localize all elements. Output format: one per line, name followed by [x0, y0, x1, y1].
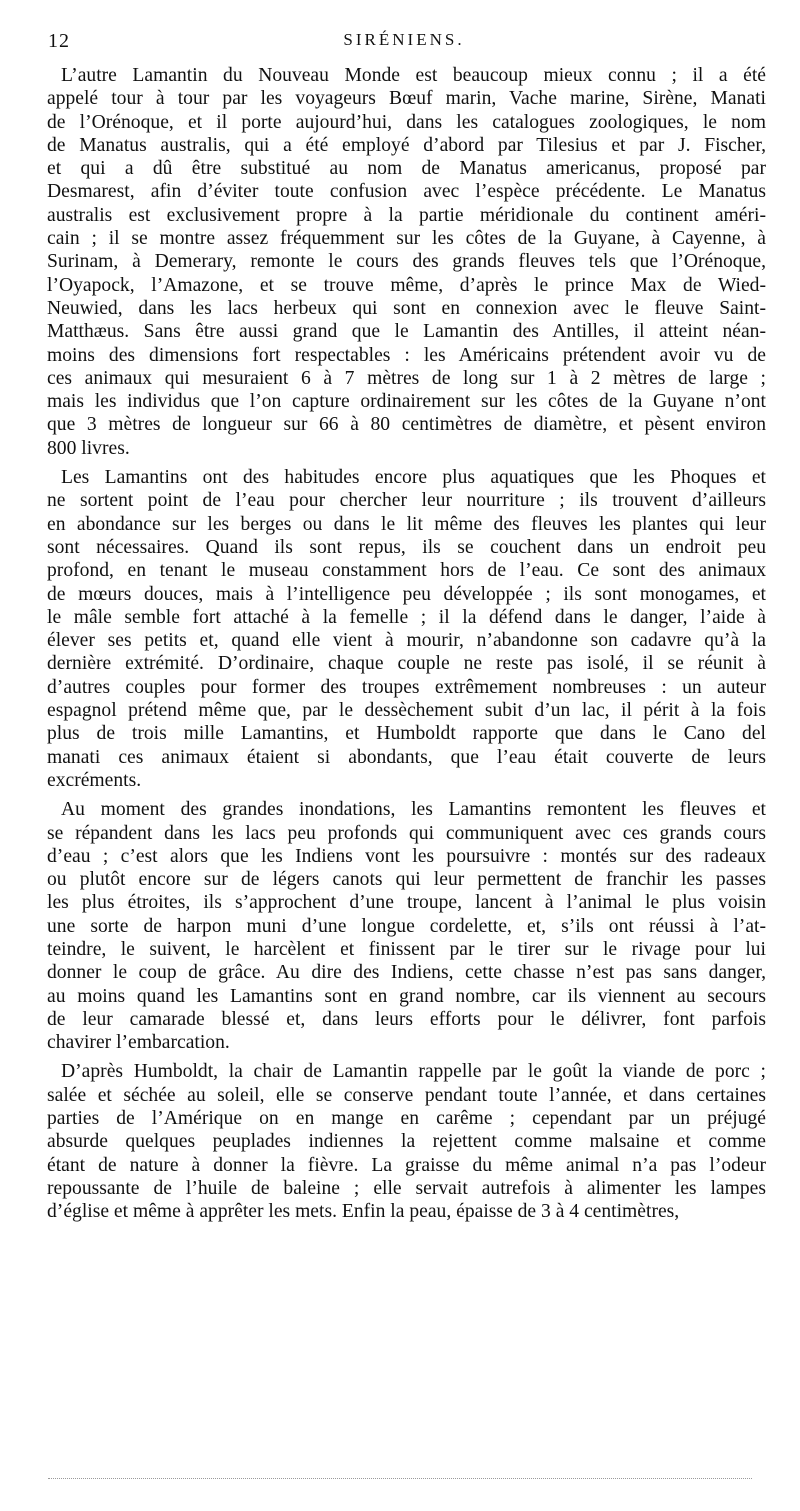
- text-line: se répandent dans les lacs peu profonds qui communiquent avec ces grands cours: [47, 822, 766, 844]
- text-line: absurde quelques peuplades indiennes la rejettent comme malsaine et comme: [47, 1131, 766, 1153]
- footer-rule: [48, 1478, 752, 1479]
- text-line: teindre, le suivent, le harcèlent et finissent par le tirer sur le rivage pour lui: [47, 938, 766, 960]
- text-line: que 3 mètres de longueur sur 66 à 80 centimètres de diamètre, et pèsent environ: [47, 414, 766, 436]
- text-line: Desmarest, afin d’éviter toute confusion avec l’espèce précédente. Le Manatus: [47, 181, 766, 203]
- paragraph: [47, 798, 766, 1054]
- page-number: 12: [48, 30, 70, 52]
- text-line: élever ses petits et, quand elle vient à mourir, n’abandonne son cadavre qu’à la: [47, 630, 766, 652]
- text-line: une sorte de harpon muni d’une longue cordelette, et, s’ils ont réussi à l’at-: [47, 915, 766, 937]
- text-line: de l’Orénoque, et il porte aujourd’hui, dans les catalogues zoologiques, le nom: [47, 111, 766, 133]
- text-line: étant de nature à donner la fièvre. La graisse du même animal n’a pas l’odeur: [47, 1154, 766, 1176]
- text-line: profond, en tenant le museau constamment hors de l’eau. Ce sont des animaux: [47, 560, 766, 582]
- text-line: plus de trois mille Lamantins, et Humboldt rapporte que dans le Cano del: [47, 723, 766, 745]
- text-line: de leur camarade blessé et, dans leurs efforts pour le délivrer, font parfois: [47, 1008, 766, 1030]
- running-head: SIRÉNIENS.: [343, 30, 465, 49]
- text-line: L’autre Lamantin du Nouveau Monde est beaucoup mieux connu ; il a été: [61, 65, 766, 86]
- body-text: [47, 64, 766, 1230]
- text-line: espagnol prétend même que, par le dessèchement subit d’un lac, il périt à la fois: [47, 700, 766, 722]
- text-line: ne sortent point de l’eau pour chercher leur nourriture ; ils trouvent d’ailleurs: [47, 490, 766, 512]
- text-line: appelé tour à tour par les voyageurs Bœuf marin, Vache marine, Sirène, Manati: [47, 88, 766, 110]
- text-line: Surinam, à Demerary, remonte le cours des grands fleuves tels que l’Orénoque,: [47, 251, 766, 273]
- text-line: 800 livres.: [47, 437, 130, 459]
- text-line: ou plutôt encore sur de légers canots qui leur permettent de franchir les passes: [47, 869, 766, 891]
- paragraph: [47, 64, 766, 460]
- text-line: ces animaux qui mesuraient 6 à 7 mètres de long sur 1 à 2 mètres de large ;: [47, 367, 766, 389]
- text-line: australis est exclusivement propre à la partie méridionale du continent améri-: [47, 204, 766, 226]
- text-line: les plus étroites, ils s’approchent d’une troupe, lancent à l’animal le plus voisin: [47, 892, 766, 914]
- text-line: dernière extrémité. D’ordinaire, chaque couple ne reste pas isolé, il se réunit à: [47, 653, 766, 675]
- text-line: le mâle semble fort attaché à la femelle ; il la défend dans le danger, l’aide à: [47, 606, 766, 628]
- text-line: chavirer l’embarcation.: [47, 1032, 230, 1054]
- text-line: et qui a dû être substitué au nom de Manatus americanus, proposé par: [47, 158, 766, 180]
- text-line: repoussante de l’huile de baleine ; elle servait autrefois à alimenter les lampes: [47, 1177, 766, 1199]
- text-line: manati ces animaux étaient si abondants, que l’eau était couverte de leurs: [47, 746, 766, 768]
- text-line: en abondance sur les berges ou dans le lit même des fleuves les plantes qui leur: [47, 513, 766, 535]
- paragraph: [47, 1060, 766, 1223]
- text-line: D’après Humboldt, la chair de Lamantin rappelle par le goût la viande de porc ;: [61, 1061, 766, 1083]
- page-header: [48, 30, 760, 58]
- text-line: de mœurs douces, mais à l’intelligence peu développée ; ils sont monogames, et: [47, 583, 766, 605]
- text-line: mais les individus que l’on capture ordinairement sur les côtes de la Guyane n’ont: [47, 391, 766, 413]
- text-line: excréments.: [47, 769, 142, 791]
- text-line: l’Oyapock, l’Amazone, et se trouve même, d’après le prince Max de Wied-: [47, 274, 766, 296]
- text-line: moins des dimensions fort respectables : les Américains prétendent avoir vu de: [47, 344, 766, 366]
- paragraph: [47, 466, 766, 792]
- text-line: salée et séchée au soleil, elle se conserve pendant toute l’année, et dans certaines: [47, 1084, 766, 1106]
- text-line: au moins quand les Lamantins sont en grand nombre, car ils viennent au secours: [47, 985, 766, 1007]
- text-line: Matthæus. Sans être aussi grand que le Lamantin des Antilles, il atteint néan-: [47, 321, 766, 343]
- text-line: d’eau ; c’est alors que les Indiens vont les poursuivre : montés sur des radeaux: [47, 845, 766, 867]
- text-line: Neuwied, dans les lacs herbeux qui sont en connexion avec le fleuve Saint-: [47, 297, 766, 319]
- text-line: d’église et même à apprêter les mets. Enfin la peau, épaisse de 3 à 4 centimètres,: [47, 1201, 680, 1223]
- text-line: sont nécessaires. Quand ils sont repus, ils se couchent dans un endroit peu: [47, 536, 766, 558]
- text-line: cain ; il se montre assez fréquemment sur les côtes de la Guyane, à Cayenne, à: [47, 228, 766, 250]
- text-line: donner le coup de grâce. Au dire des Indiens, cette chasse n’est pas sans danger,: [47, 962, 766, 984]
- text-line: d’autres couples pour former des troupes extrêmement nombreuses : un auteur: [47, 676, 766, 698]
- text-line: Au moment des grandes inondations, les Lamantins remontent les fleuves et: [61, 799, 766, 821]
- text-line: parties de l’Amérique on en mange en carême ; cependant par un préjugé: [47, 1108, 766, 1130]
- text-line: de Manatus australis, qui a été employé d’abord par Tilesius et par J. Fischer,: [47, 134, 766, 156]
- text-line: Les Lamantins ont des habitudes encore plus aquatiques que les Phoques et: [61, 467, 766, 489]
